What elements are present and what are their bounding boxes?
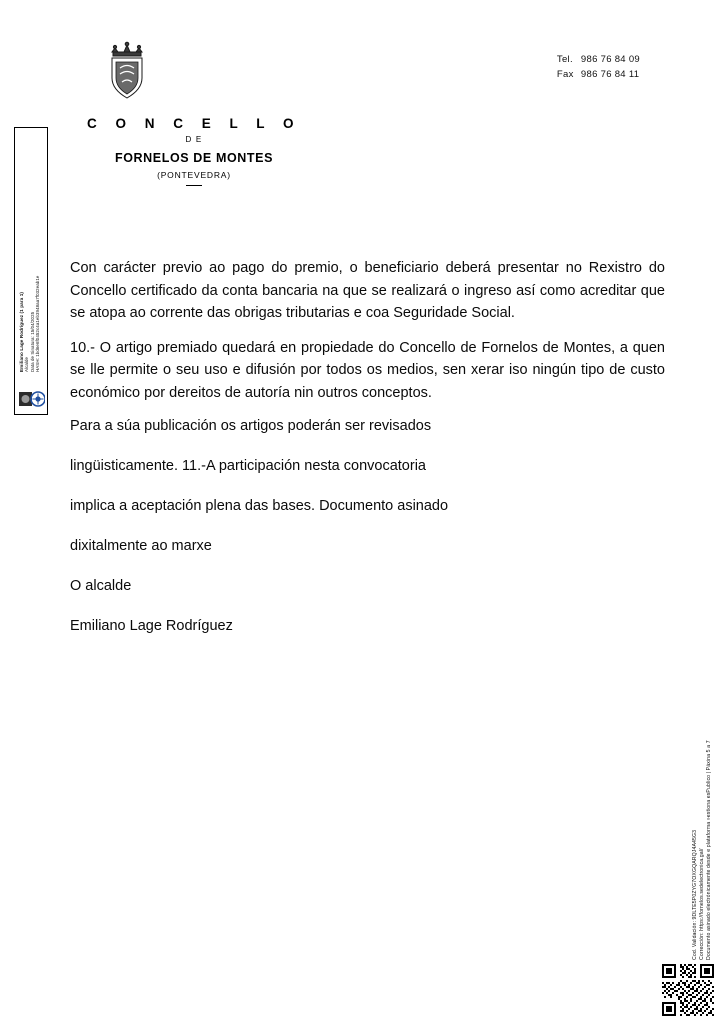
validation-text [692,650,720,960]
paragraph-dixitalmente: dixitalmente ao marxe [70,538,212,554]
signature-stamp-text [15,128,49,416]
paragraph-clause-11: lingüisticamente. 11.-A participación nesta convocatoria [70,458,426,474]
document-body [70,257,665,648]
fax-value: 986 76 84 11 [580,69,640,80]
fax-line [557,67,640,82]
council-town-name: FORNELOS DE MONTES [114,151,274,165]
qr-code-icon [662,964,714,1016]
signature-title: O alcalde [70,578,132,594]
contact-info [557,52,640,82]
telephone-label: Tel. [556,54,573,65]
coat-of-arms-crest-icon [103,38,151,100]
validation-code: Cod. Validación: 9DLTE5P0ZYG7OXGQARQJ4A45G3 [692,829,698,960]
council-province: (PONTEVEDRA) [157,170,231,180]
validation-sidebar [692,650,720,960]
digital-signature-emblem-icon [19,390,45,408]
signer-role: Alcalde [24,356,30,372]
signature-date: Data de Sinatura: 15/04/2025 [29,311,35,372]
telephone-line [557,52,640,67]
fax-label: Fax [556,69,574,80]
council-word: C O N C E L L O [86,116,301,131]
signature-stamp-box [14,127,48,415]
signature-name: Emiliano Lage Rodríguez [70,618,233,634]
telephone-value: 986 76 84 09 [580,54,640,65]
signature-hash: HASH: 1bd6e6f0452c4a1eb3948aa7f032eab1e [35,275,41,372]
paragraph-aceptacion: implica a aceptación plena das bases. Documento asinado [70,498,449,514]
validation-url: Corrección: https://fornelos.sedelectronica.gal/ [699,848,706,960]
signer-name: Emiliano Lage Rodríguez (1 para 1) [19,292,24,372]
council-de-word: D E [185,135,203,144]
validation-note: Documento asinado electrónicamente desde e plataforma »estiona esPublico | Páxina 5 a 7 [706,740,713,960]
paragraph-clause-10: 10.- O artigo premiado quedará en propiedade do Concello de Fornelos de Montes, a quen se lle permite o seu uso e difusión por todos os medios, sen xerar iso ningún tipo de custo económico por dereitos de autoría nin outros conceptos. [70,339,665,401]
paragraph-publicacion: Para a súa publicación os artigos poderán ser revisados [70,418,432,434]
letterhead [44,116,344,186]
letterhead-divider [186,185,202,186]
paragraph-previo: Con carácter previo ao pago do premio, o beneficiario deberá presentar no Rexistro do Concello certificado da conta bancaria na que se realizará o ingreso así como acreditar que se atopa ao corrente das obrigas tributarias e coa Seguridade Social. [70,260,665,321]
